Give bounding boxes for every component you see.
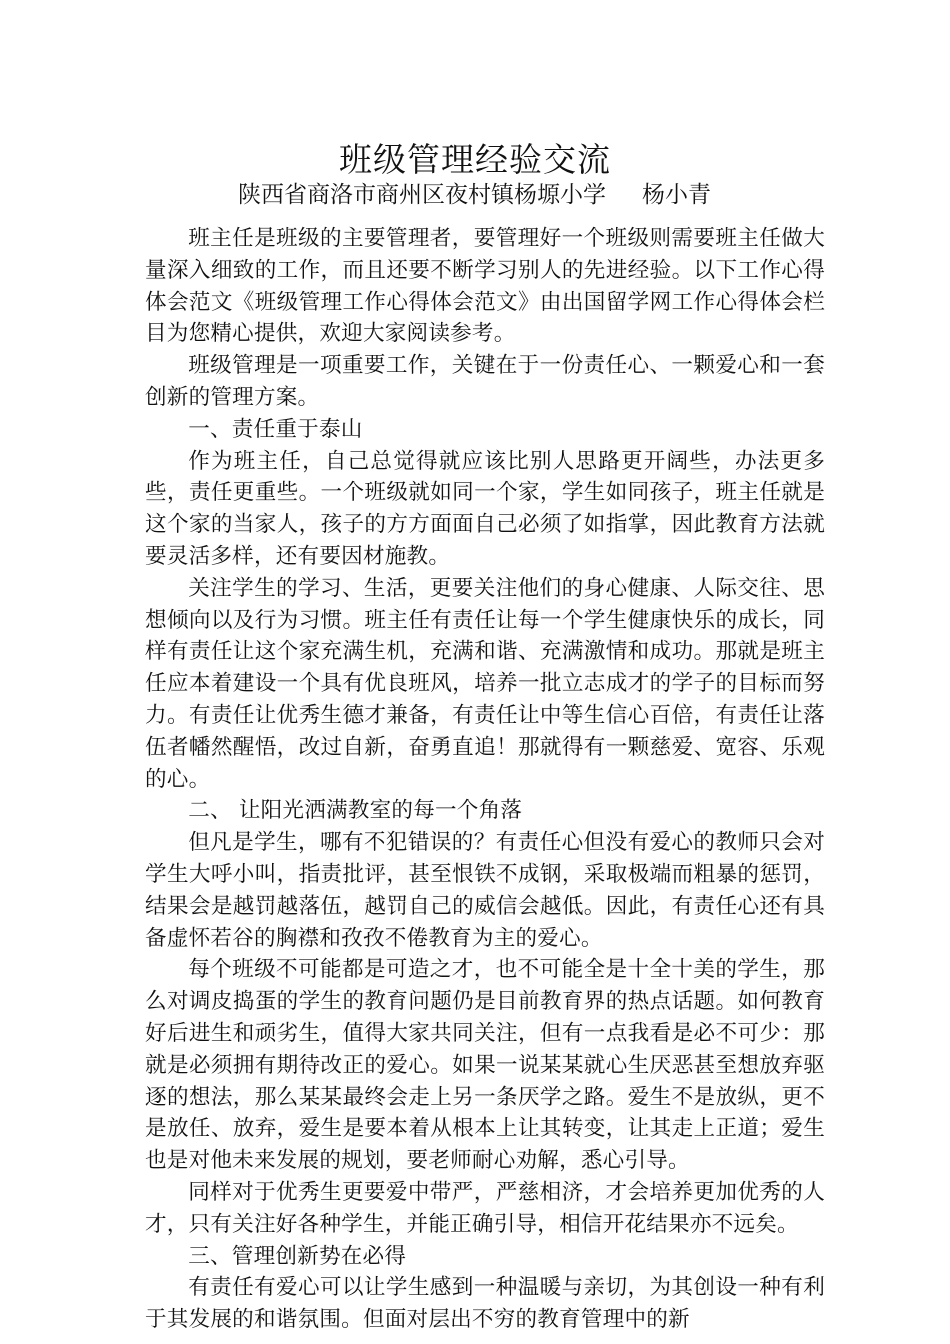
- section-heading-3: 三、管理创新势在必得: [188, 1243, 407, 1269]
- paragraph-overview: 班级管理是一项重要工作，关键在于一份责任心、一颗爱心和一套创新的管理方案。: [145, 353, 825, 410]
- document-body: [145, 223, 825, 1336]
- paragraph: 但凡是学生，哪有不犯错误的？有责任心但没有爱心的教师只会对学生大呼小叫，指责批评，甚至恨铁不成钢，采取极端而粗暴的惩罚，结果会是越罚越落伍，越罚自己的威信会越低。因此，有责任心还有具备虚怀若谷的胸襟和孜孜不倦教育为主的爱心。: [145, 830, 825, 951]
- document-title: 班级管理经验交流: [339, 140, 611, 179]
- paragraph: 作为班主任，自己总觉得就应该比别人思路更开阔些，办法更多些，责任更重些。一个班级就如同一个家，学生如同孩子，班主任就是这个家的当家人，孩子的方方面面自己必须了如指掌，因此教育方法就要灵活多样，还有要因材施教。: [145, 448, 825, 569]
- school-name: 陕西省商洛市商州区夜村镇杨塬小学: [238, 182, 606, 208]
- section-heading-2: 二、 让阳光洒满教室的每一个角落: [188, 798, 523, 824]
- paragraph: 同样对于优秀生更要爱中带严，严慈相济，才会培养更加优秀的人才，只有关注好各种学生，并能正确引导，相信开花结果亦不远矣。: [145, 1179, 825, 1237]
- author-name: 杨小青: [642, 182, 711, 208]
- paragraph: 关注学生的学习、生活，更要关注他们的身心健康、人际交往、思想倾向以及行为习惯。班主任有责任让每一个学生健康快乐的成长，同样有责任让这个家充满生机，充满和谐、充满激情和成功。那就是班主任应本着建设一个具有优良班风，培养一批立志成才的学子的目标而努力。有责任让优秀生德才兼备，有责任让中等生信心百倍，有责任让落伍者幡然醒悟，改过自新，奋勇直追！那就得有一颗慈爱、宽容、乐观的心。: [145, 575, 825, 792]
- section-heading-1: 一、责任重于泰山: [188, 416, 363, 442]
- document-byline: [238, 180, 711, 210]
- paragraph: 每个班级不可能都是可造之才，也不可能全是十全十美的学生，那么对调皮捣蛋的学生的教育问题仍是目前教育界的热点话题。如何教育好后进生和顽劣生，值得大家共同关注，但有一点我看是必不可少：那就是必须拥有期待改正的爱心。如果一说某某就心生厌恶甚至想放弃驱逐的想法，那么某某最终会走上另一条厌学之路。爱生不是放纵，更不是放任、放弃，爱生是要本着从根本上让其转变，让其走上正道；爱生也是对他未来发展的规划，要老师耐心劝解，悉心引导。: [145, 957, 825, 1174]
- paragraph-intro: 班主任是班级的主要管理者，要管理好一个班级则需要班主任做大量深入细致的工作，而且还要不断学习别人的先进经验。以下工作心得体会范文《班级管理工作心得体会范文》由出国留学网工作心得体会栏目为您精心提供，欢迎大家阅读参考。: [145, 226, 825, 347]
- paragraph: 有责任有爱心可以让学生感到一种温暖与亲切，为其创设一种有利于其发展的和谐氛围。但面对层出不穷的教育管理中的新: [145, 1275, 825, 1333]
